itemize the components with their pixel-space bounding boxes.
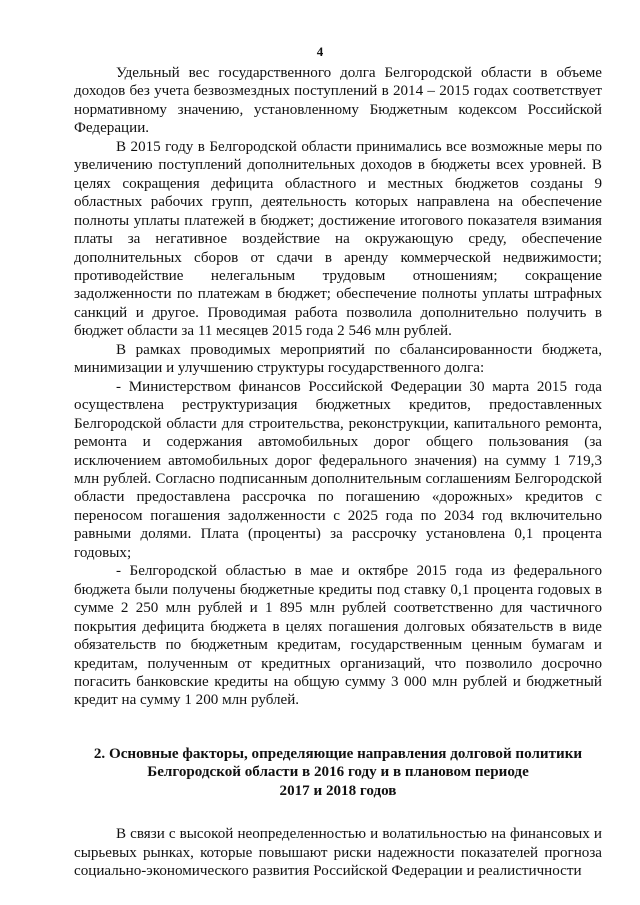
paragraph-revenue-measures: В 2015 году в Белгородской области принимались все возможные меры по увеличению поступлений дополнительных доходов в бюджеты всех уровней. В целях сокращения дефицита областного и местных бюджетов созданы 9 областных рабочих групп, деятельность которых направлена на обеспечение полноты уплаты платежей в бюджет; достижение итогового показателя взимания платы за негативное воздействие на окружающую среду, обеспечение дополнительных сборов от сдачи в аренду коммерческой недвижимости; противодействие нелегальным трудовым отношениям; сокращение задолженности по платежам в бюджет; обеспечение полноты уплаты штрафных санкций и другое. Проводимая работа позволила дополнительно получить в бюджет области за 11 месяцев 2015 года 2 546 млн рублей. (74, 138, 602, 340)
page-number: 4 (316, 44, 324, 59)
paragraph-balance-measures-intro: В рамках проводимых мероприятий по сбалансированности бюджета, минимизации и улучшению структуры государственного долга: (74, 341, 602, 377)
document-body (74, 64, 602, 880)
paragraph-restructuring: - Министерством финансов Российской Федерации 30 марта 2015 года осуществлена реструктуризация бюджетных кредитов, предоставленных Белгородской области для строительства, реконструкции, капитального ремонта, ремонта и содержания автомобильных дорог общего пользования (за исключением автомобильных дорог федерального значения) на сумму 1 719,3 млн рублей. Согласно подписанным дополнительным соглашениям Белгородской области предоставлена рассрочка по погашению «дорожных» кредитов с переносом погашения задолженности с 2025 года по 2034 год включительно равными долями. Плата (проценты) за рассрочку установлена 0,1 процента годовых; (74, 378, 602, 561)
section-heading-line-2: Белгородской области в 2016 году и в плановом периоде (147, 764, 529, 781)
spacer (74, 800, 602, 825)
paragraph-debt-share: Удельный вес государственного долга Белгородской области в объеме доходов без учета безвозмездных поступлений в 2014 – 2015 годах соответствует нормативному значению, установленному Бюджетным кодексом Российской Федерации. (74, 65, 602, 137)
section-heading (74, 745, 602, 800)
paragraph-uncertainty: В связи с высокой неопределенностью и волатильностью на финансовых и сырьевых рынках, которые повышают риски надежности показателей прогноза социально-экономического развития Российской Федерации и реалистичности (74, 826, 602, 879)
section-heading-line-3: 2017 и 2018 годов (279, 782, 397, 799)
paragraph-budget-credits: - Белгородской областью в мае и октябре 2015 года из федерального бюджета были получены бюджетные кредиты под ставку 0,1 процента годовых в сумме 2 250 млн рублей и 1 895 млн рублей соответственно для частичного покрытия дефицита бюджета в целях погашения долговых обязательств в виде обязательств по бюджетным кредитам, государственным ценным бумагам и кредитам, полученным от кредитных организаций, что позволило досрочно погасить банковские кредиты на общую сумму 3 000 млн рублей и бюджетный кредит на сумму 1 200 млн рублей. (74, 563, 602, 709)
spacer (74, 710, 602, 745)
section-heading-line-1: 2. Основные факторы, определяющие направления долговой политики (93, 745, 583, 762)
